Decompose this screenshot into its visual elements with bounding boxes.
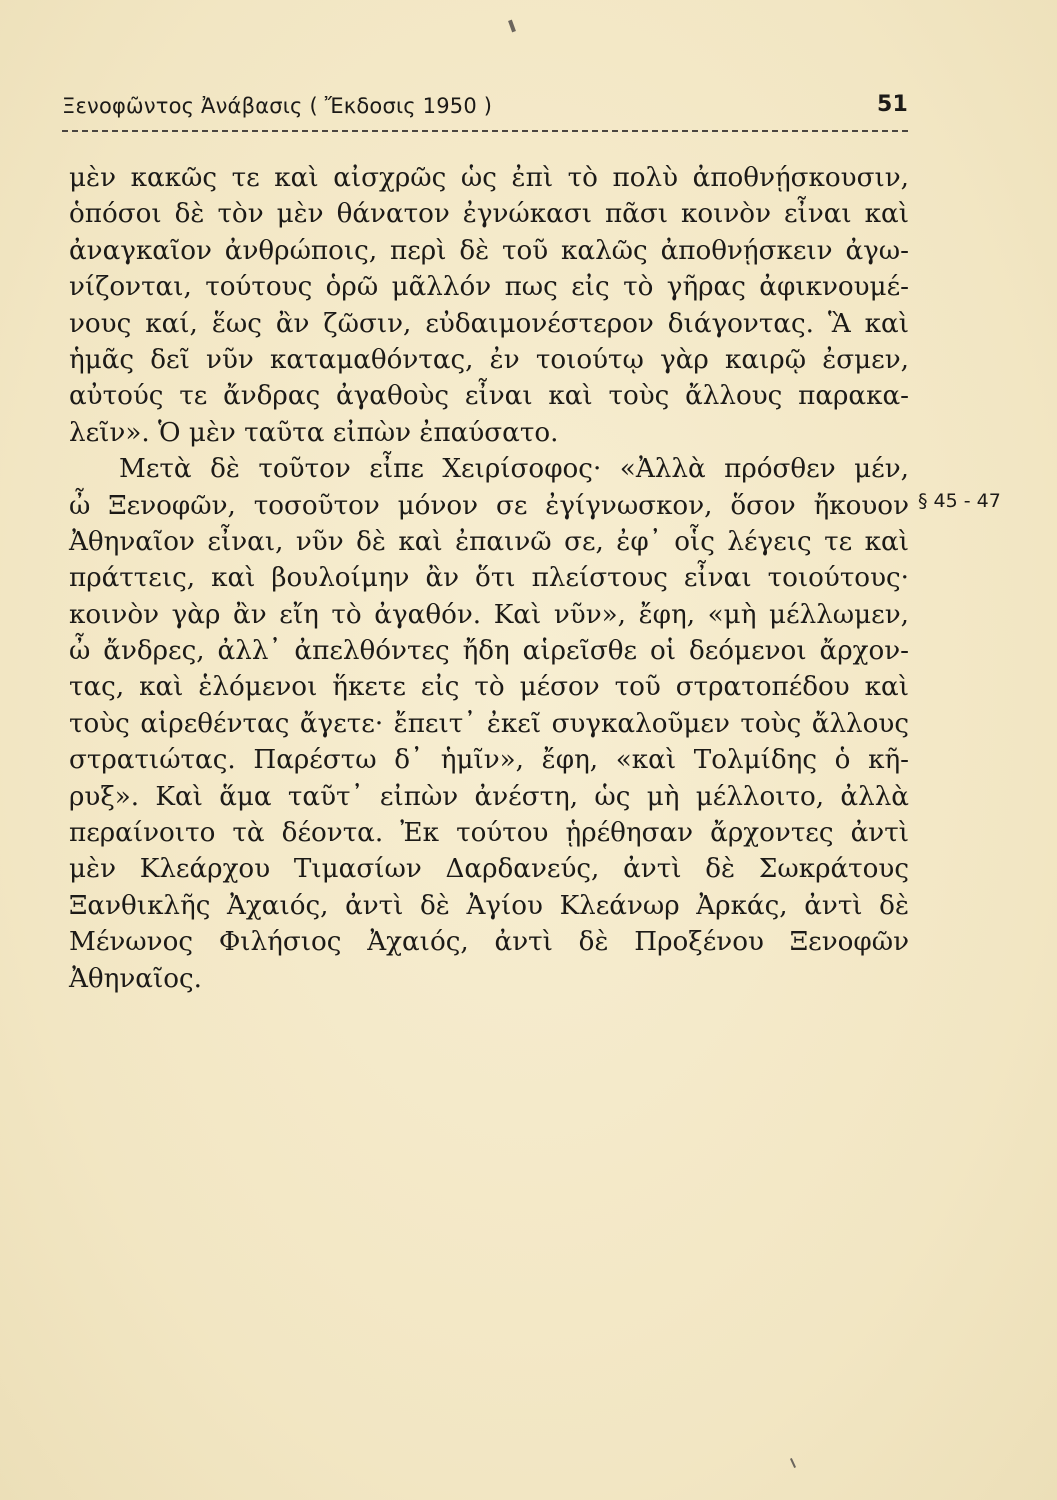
text-line-3: ἀναγκαῖον ἀνθρώποις, περὶ δὲ τοῦ καλῶς ἀποθνῄσκειν ἀγω- [69, 235, 909, 266]
text-line-21: Ξανθικλῆς Ἀχαιός, ἀντὶ δὲ Ἀγίου Κλεάνωρ Ἀρκάς, ἀντὶ δὲ [69, 890, 909, 921]
text-line-19: περαίνοιτο τὰ δέοντα. Ἐκ τούτου ᾑρέθησαν ἄρχοντες ἀντὶ [69, 818, 909, 849]
text-line-2: ὁπόσοι δὲ τὸν μὲν θάνατον ἐγνώκασι πᾶσι κοινὸν εἶναι καὶ [69, 199, 909, 230]
text-line-6: ἡμᾶς δεῖ νῦν καταμαθόντας, ἐν τοιούτῳ γὰρ καιρῷ ἐσμεν, [69, 344, 909, 375]
ink-speck-bottom [790, 1458, 796, 1468]
greek-text-body [69, 160, 909, 997]
text-line-8: λεῖν». Ὁ μὲν ταῦτα εἰπὼν ἐπαύσατο. [69, 417, 559, 448]
text-line-5: νους καί, ἕως ἂν ζῶσιν, εὐδαιμονέστερον διάγοντας. Ἃ καὶ [69, 308, 909, 339]
text-line-12: πράττεις, καὶ βουλοίμην ἂν ὅτι πλείστους εἶναι τοιούτους· [69, 563, 909, 594]
text-line-7: αὐτούς τε ἄνδρας ἀγαθοὺς εἶναι καὶ τοὺς ἄλλους παρακα- [69, 381, 909, 412]
header-rule [62, 130, 908, 132]
ink-speck-top [508, 20, 516, 33]
text-line-16: τοὺς αἱρεθέντας ἄγετε· ἔπειτ᾽ ἐκεῖ συγκαλοῦμεν τοὺς ἄλλους [69, 708, 909, 739]
text-line-22: Μένωνος Φιλήσιος Ἀχαιός, ἀντὶ δὲ Προξένου Ξενοφῶν [69, 927, 909, 958]
text-line-15: τας, καὶ ἑλόμενοι ἥκετε εἰς τὸ μέσον τοῦ στρατοπέδου καὶ [69, 672, 909, 703]
text-line-14: ὦ ἄνδρες, ἀλλ᾽ ἀπελθόντες ἤδη αἱρεῖσθε οἱ δεόμενοι ἄρχον- [69, 636, 909, 667]
text-line-1: μὲν κακῶς τε καὶ αἰσχρῶς ὡς ἐπὶ τὸ πολὺ ἀποθνῄσκουσιν, [69, 163, 909, 193]
text-line-4: νίζονται, τούτους ὁρῶ μᾶλλόν πως εἰς τὸ γῆρας ἀφικνουμέ- [69, 272, 909, 303]
text-line-20: μὲν Κλεάρχου Τιμασίων Δαρδανεύς, ἀντὶ δὲ Σωκράτους [69, 854, 909, 885]
text-line-10: ὦ Ξενοφῶν, τοσοῦτον μόνον σε ἐγίγνωσκον, ὅσον ἤκουον [69, 490, 909, 521]
header-title: Ξενοφῶντος Ἀνάβασις ( Ἔκδοσις 1950 ) [62, 94, 493, 118]
text-line-13: κοινὸν γὰρ ἂν εἴη τὸ ἀγαθόν. Καὶ νῦν», ἔφη, «μὴ μέλλωμεν, [69, 599, 909, 630]
text-line-23: Ἀθηναῖος. [69, 963, 202, 994]
text-line-17: στρατιώτας. Παρέστω δ᾽ ἡμῖν», ἔφη, «καὶ Τολμίδης ὁ κῆ- [69, 745, 909, 776]
section-margin-note: § 45 - 47 [918, 490, 1001, 512]
running-header [62, 90, 908, 124]
text-line-11: Ἀθηναῖον εἶναι, νῦν δὲ καὶ ἐπαινῶ σε, ἐφ᾽ οἷς λέγεις τε καὶ [69, 526, 909, 557]
text-line-18: ρυξ». Καὶ ἅμα ταῦτ᾽ εἰπὼν ἀνέστη, ὡς μὴ μέλλοιτο, ἀλλὰ [69, 781, 909, 812]
text-line-9: Μετὰ δὲ τοῦτον εἶπε Χειρίσοφος· «Ἀλλὰ πρόσθεν μέν, [119, 454, 909, 485]
page-number: 51 [876, 92, 908, 117]
